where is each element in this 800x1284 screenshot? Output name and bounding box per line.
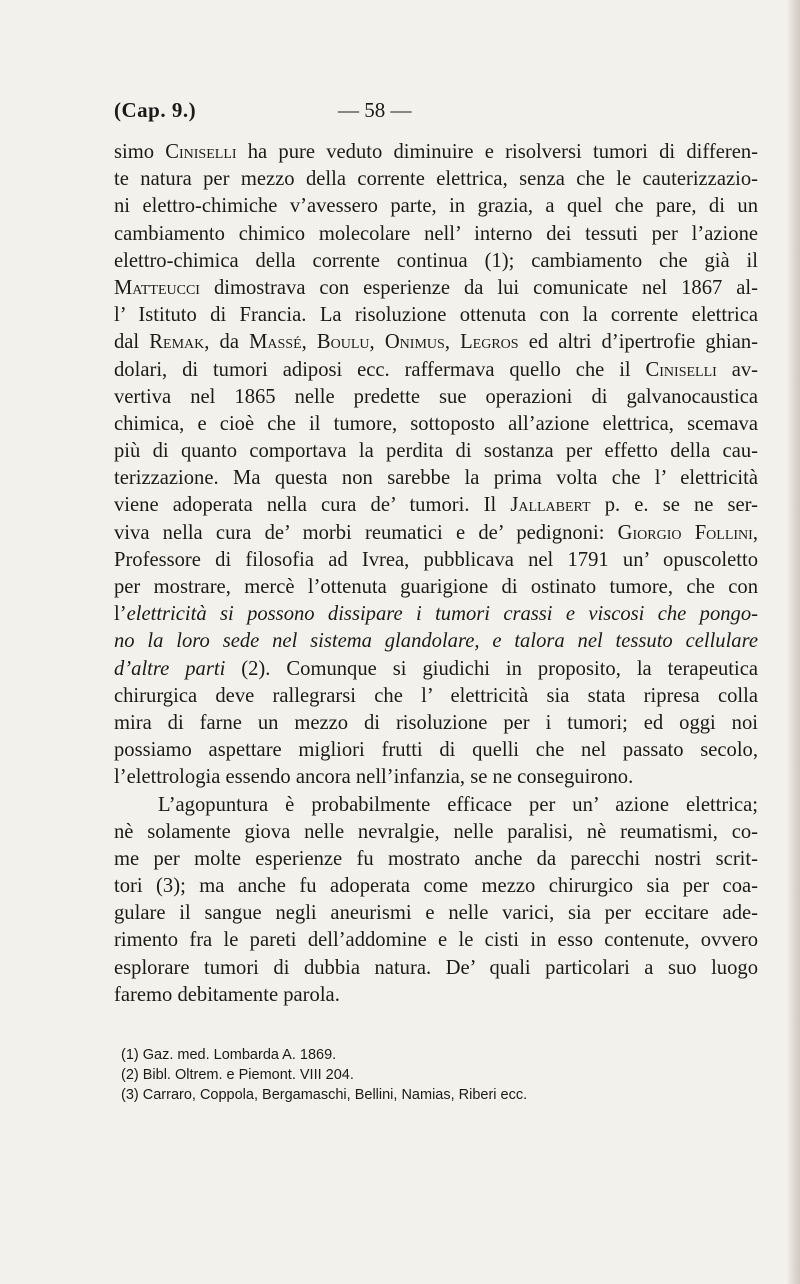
- text-line: chirurgica deve rallegrarsi che l’ elettricità sia stata ripresa colla: [114, 684, 758, 707]
- text-line: per mostrare, mercè l’ottenuta guarigione di ostinato tumore, che con: [114, 576, 758, 598]
- text-line: esplorare tumori di dubbia natura. De’ quali particolari a suo luogo: [114, 956, 758, 979]
- footnotes: [121, 1045, 721, 1105]
- text-line: faremo debitamente parola.: [114, 983, 340, 1006]
- text-line: l’elettrologia essendo ancora nell’infanzia, se ne conseguirono.: [114, 766, 634, 789]
- text-line: rimento fra le pareti dell’addomine e le cisti in esso contenute, ovvero: [114, 929, 758, 952]
- body-text: [114, 139, 758, 1009]
- text-line: viva nella cura de’ morbi reumatici e de’ pedignoni: Giorgio Follini,: [114, 521, 758, 544]
- text-line: viene adoperata nella cura de’ tumori. Il Jallabert p. e. se ne ser-: [114, 494, 758, 517]
- text-line: te natura per mezzo della corrente elettrica, senza che le cauterizzazio-: [114, 168, 758, 191]
- page-edge-shadow: [786, 0, 800, 1284]
- text-line: ni elettro-chimiche v’avessero parte, in grazia, a quel che pare, di un: [114, 195, 758, 218]
- page-number: — 58 —: [338, 98, 412, 122]
- footnote: (2) Bibl. Oltrem. e Piemont. VIII 204.: [121, 1067, 354, 1083]
- text-line: nè solamente giova nelle nevralgie, nelle paralisi, nè reumatismi, co-: [114, 820, 758, 843]
- text-line: possiamo aspettare migliori frutti di quelli che nel passato secolo,: [114, 739, 758, 762]
- text-line: l’ Istituto di Francia. La risoluzione ottenuta con la corrente elettrica: [114, 304, 758, 327]
- text-line: d’altre parti (2). Comunque si giudichi in proposito, la terapeutica: [114, 657, 758, 680]
- text-line: me per molte esperienze fu mostrato anche da parecchi nostri scrit-: [114, 847, 758, 870]
- text-line: L’agopuntura è probabilmente efficace per un’ azione elettrica;: [158, 793, 758, 816]
- running-head: [114, 98, 754, 128]
- text-line: l’elettricità si possono dissipare i tumori crassi e viscosi che pongo-: [114, 603, 758, 626]
- text-line: gulare il sangue negli aneurismi e nelle varici, sia per eccitare ade-: [114, 902, 758, 925]
- text-line: vertiva nel 1865 nelle predette sue operazioni di galvanocaustica: [114, 385, 758, 408]
- text-line: dal Remak, da Massé, Boulu, Onimus, Legros ed altri d’ipertrofie ghian-: [114, 331, 759, 354]
- text-line: Professore di filosofia ad Ivrea, pubblicava nel 1791 un’ opuscoletto: [114, 548, 758, 571]
- text-line: chimica, e cioè che il tumore, sottoposto all’azione elettrica, scemava: [114, 412, 758, 435]
- text-line: simo Ciniselli ha pure veduto diminuire e risolversi tumori di differen-: [114, 141, 758, 163]
- footnote: (3) Carraro, Coppola, Bergamaschi, Bellini, Namias, Riberi ecc.: [121, 1087, 528, 1103]
- text-line: cambiamento chimico molecolare nell’ interno dei tessuti per l’azione: [114, 222, 758, 245]
- chapter-label: (Cap. 9.): [114, 98, 197, 122]
- text-line: terizzazione. Ma questa non sarebbe la prima volta che l’ elettricità: [114, 467, 758, 490]
- text-line: dolari, di tumori adiposi ecc. raffermava quello che il Ciniselli av-: [114, 358, 758, 381]
- footnote: (1) Gaz. med. Lombarda A. 1869.: [121, 1047, 337, 1063]
- text-line: Matteucci dimostrava con esperienze da lui comunicate nel 1867 al-: [114, 276, 758, 299]
- text-line: no la loro sede nel sistema glandolare, e talora nel tessuto cellulare: [114, 630, 758, 653]
- text-line: più di quanto comportava la perdita di sostanza per effetto della cau-: [114, 440, 758, 463]
- text-line: mira di farne un mezzo di risoluzione per i tumori; ed oggi noi: [114, 711, 758, 734]
- text-line: elettro-chimica della corrente continua (1); cambiamento che già il: [114, 249, 758, 272]
- text-line: tori (3); ma anche fu adoperata come mezzo chirurgico sia per coa-: [114, 875, 758, 898]
